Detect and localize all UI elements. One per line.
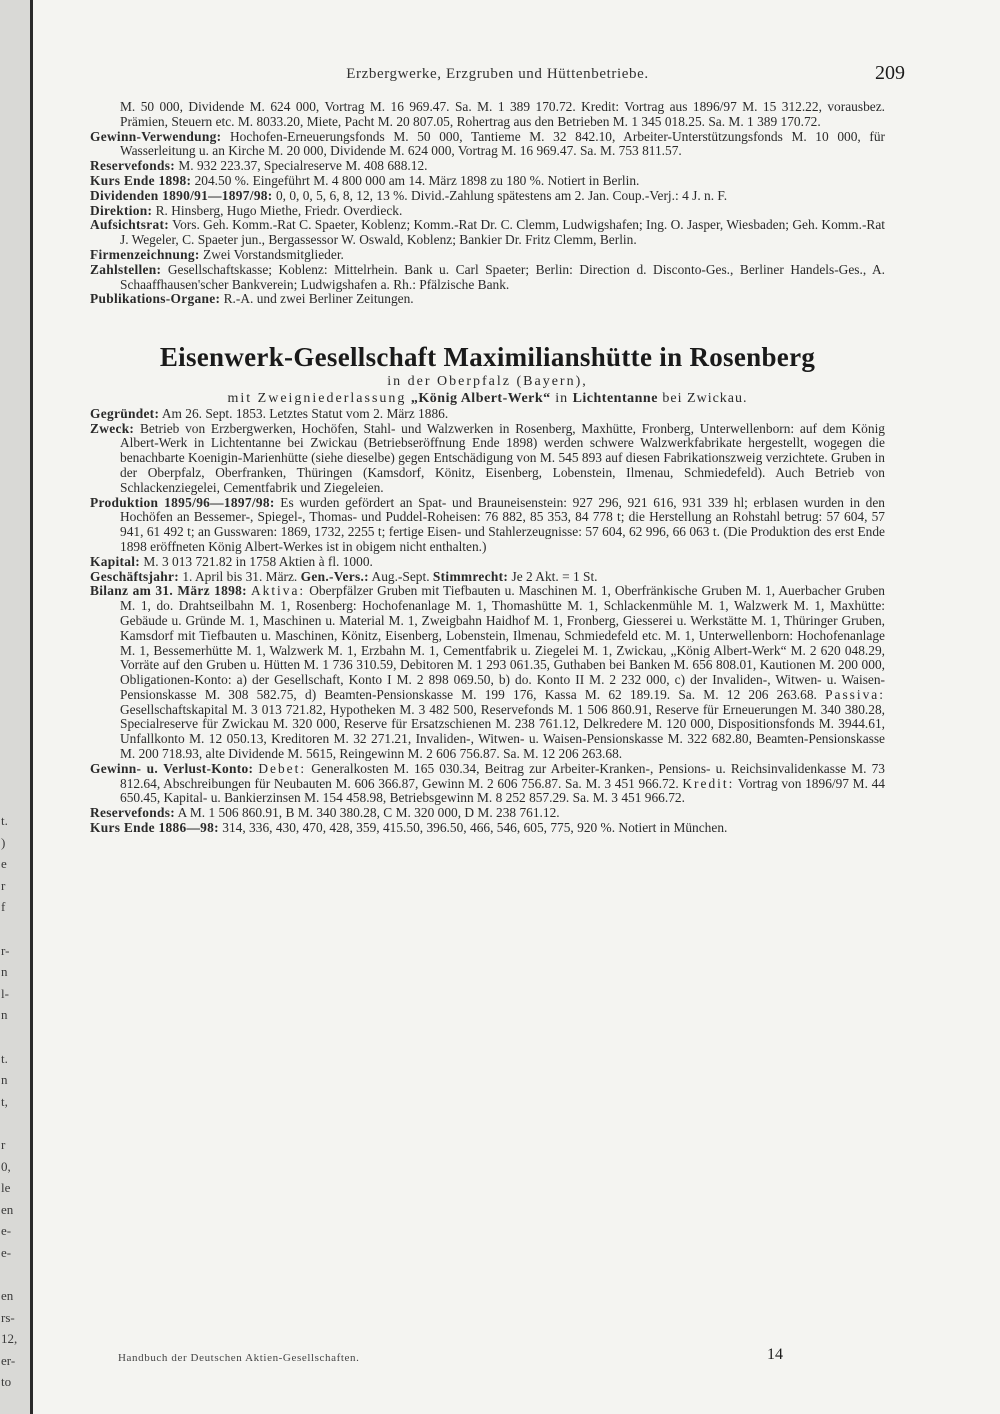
signature-mark: 14 [767, 1346, 783, 1363]
section-label: Bilanz am 31. März 1898: [90, 583, 247, 599]
company-subtitle: in der Oberpfalz (Bayern), [387, 374, 588, 390]
margin-fragment: to [1, 1374, 12, 1390]
prev-aufsichtsrat: Aufsichtsrat: Vors. Geh. Komm.-Rat C. Spaeter, Koblenz; Komm.-Rat Dr. C. Clemm, Ludwigshafen; Ing. O. Jasper, Wiesbaden; Geh. Komm.-Rat J. Wegeler, C. Spaeter jun., Bergassessor W. Oswald, Koblenz; Bankier Dr. Fritz Clemm, Berlin. [90, 217, 885, 248]
margin-fragment [1, 1112, 23, 1134]
produktion: Produktion 1895/96—1897/98: Es wurden gefördert an Spat- und Brauneisenstein: 927 296, 921 616, 931 339 hl; erblasen wurden in den Hochöfen an Bessemer-, Spiegel-, Thomas- und Puddel-Roheisen: 76 882, 85 353, 84 778 t; die Herstellung an Rohstahl betrug: 57 604, 57 941, 61 492 t; an Gusswaren: 1869, 1732, 2255 t; fertige Eisen- und Stahlerzeugnisse: 57 604, 62 996, 66 063 t. (Die Produktion des erst Ende 1898 eröffneten König Albert-Werkes ist in obigem nicht enthalten.) [90, 494, 885, 554]
margin-fragment [1, 918, 23, 940]
running-title: Erzbergwerke, Erzgruben und Hüttenbetriebe. [346, 66, 649, 82]
prev-balance-continuation: M. 50 000, Dividende M. 624 000, Vortrag M. 16 969.47. Sa. M. 1 389 170.72. Kredit: Vortrag aus 1896/97 M. 15 312.22, vorausbez. Prämien, Steuern etc. M. 8033.20, Miete, Pacht M. 20 807.05, Rohertrag aus den Betrieben M. 1 345 018.25. Sa. M. 1 389 170.72. [120, 99, 885, 129]
prev-firmenzeichnung: Firmenzeichnung: Zwei Vorstandsmitglieder. [90, 246, 344, 262]
prev-gewinn-verwendung: Gewinn-Verwendung: Hochofen-Erneuerungsfonds M. 50 000, Tantieme M. 32 842.10, Arbeiter-Unterstützungsfonds M. 10 000, für Wasserleitung u. an Kirche M. 20 000, Dividende M. 624 000, Vortrag M. 16 969.47. Sa. M. 753 811.57. [90, 128, 885, 159]
page-header [90, 62, 905, 86]
prev-zahlstellen: Zahlstellen: Gesellschaftskasse; Koblenz: Mittelrhein. Bank u. Carl Spaeter; Berlin: Direction d. Disconto-Ges., Berliner Handels-Ges., A. Schaaffhausen'scher Bankverein; Ludwigshafen a. Rh.: Pfälzische Bank. [90, 261, 885, 292]
margin-fragment: rs- [1, 1309, 15, 1325]
kurs-ende: Kurs Ende 1886—98: 314, 336, 430, 470, 428, 359, 415.50, 396.50, 466, 546, 605, 775, 920 %. Notiert in München. [90, 820, 728, 836]
section-label: Gewinn- u. Verlust-Konto: [90, 760, 254, 776]
section-label: Gegründet: [90, 405, 160, 421]
margin-fragment: ) [1, 834, 6, 850]
section-label: Aufsichtsrat: [90, 217, 170, 233]
section-label: Zahlstellen: [90, 261, 162, 277]
zweck: Zweck: Betrieb von Erzbergwerken, Hochöfen, Stahl- und Walzwerken in Rosenberg, Maxhütte, Fronberg, Unterwellenborn: auf dem König Albert-Werk in Lichtentanne bei Zwickau (Betriebseröffnung Ende 1898) werden schwere Walzwerkfabrikate hergestellt, wogegen die benachbarte Koenigin-Marienhütte (siehe dieselbe) gegen Entschädigung von M. 545 893 auf diesen Fabrikationszweig verzichtete. Gruben in der Oberpfalz, Oberfranken, Thüringen (Kamsdorf, Könitz, Eisenberg, Lobenstein, Ilmenau, Schmiedefeld). Auch Betrieb von Schlackenziegelei, Cementfabrik und Ziegeleien. [90, 420, 885, 495]
page-footer [118, 1346, 783, 1368]
debet-label: Debet: [258, 760, 307, 776]
prev-kurs: Kurs Ende 1898: 204.50 %. Eingeführt M. 4 800 000 am 14. März 1898 zu 180 %. Notiert in Berlin. [90, 172, 640, 188]
margin-fragment: r- [1, 942, 10, 958]
margin-fragment: en [1, 1201, 14, 1217]
book-title: Handbuch der Deutschen Aktien-Gesellschaften. [118, 1352, 360, 1364]
section-label: Geschäftsjahr: [90, 568, 179, 584]
section-label: Stimmrecht: [432, 568, 509, 584]
margin-fragment: t. [1, 813, 8, 828]
margin-fragment: r [1, 1136, 6, 1152]
margin-fragment [1, 1026, 23, 1048]
kredit-label: Kredit: [682, 775, 735, 791]
section-label: Gewinn-Verwendung: [90, 128, 222, 144]
margin-fragment: er- [1, 1352, 16, 1368]
section-label: Publikations-Organe: [90, 291, 221, 307]
margin-fragment: t. [1, 1050, 8, 1066]
section-label: Produktion 1895/96—1897/98: [90, 494, 275, 510]
margin-fragment [1, 1263, 23, 1285]
prev-dividenden: Dividenden 1890/91—1897/98: 0, 0, 0, 5, 6, 8, 12, 13 %. Divid.-Zahlung spätestens am 2. Jan. Coup.-Verj.: 4 J. n. F. [90, 187, 728, 203]
page-edge-rule [30, 0, 33, 1414]
margin-fragment: n [1, 964, 8, 980]
reservefonds: Reservefonds: A M. 1 506 860.91, B M. 340 380.28, C M. 320 000, D M. 238 761.12. [90, 805, 560, 821]
margin-fragment: e- [1, 1244, 12, 1260]
section-label: Direktion: [90, 202, 153, 218]
margin-fragment: n [1, 1007, 8, 1023]
kapital: Kapital: M. 3 013 721.82 in 1758 Aktien à fl. 1000. [90, 553, 373, 569]
prev-publikations-organe: Publikations-Organe: R.-A. und zwei Berliner Zeitungen. [90, 291, 414, 307]
gegruendet: Gegründet: Am 26. Sept. 1853. Letztes Statut vom 2. März 1886. [90, 405, 449, 421]
geschaeftsjahr: Geschäftsjahr: 1. April bis 31. März. Gen.-Vers.: Aug.-Sept. Stimmrecht: Je 2 Akt. = 1 St. [90, 568, 598, 584]
passiva-label: Passiva: [825, 686, 885, 702]
branch-name: „König Albert-Werk“ [410, 390, 551, 406]
branch-place: Lichtentanne [572, 390, 658, 406]
margin-fragment: t, [1, 1093, 8, 1109]
prev-direktion: Direktion: R. Hinsberg, Hugo Miethe, Friedr. Overdieck. [90, 202, 403, 218]
section-label: Reservefonds: [90, 805, 175, 821]
company-branch-line: mit Zweigniederlassung „König Albert-Werk“ in Lichtentanne bei Zwickau. [227, 390, 748, 406]
margin-fragment: r [1, 877, 6, 893]
margin-fragment: f [1, 899, 6, 915]
margin-fragment: le [1, 1180, 11, 1196]
margin-fragment: e [1, 856, 7, 872]
margin-fragments [1, 810, 23, 1393]
page-number: 209 [875, 62, 905, 84]
section-label: Gen.-Vers.: [300, 568, 369, 584]
section-label: Kurs Ende 1886—98: [90, 820, 219, 836]
company-title: Eisenwerk-Gesellschaft Maximilianshütte in Rosenberg [159, 342, 816, 373]
section-label: Dividenden 1890/91—1897/98: [90, 187, 273, 203]
section-label: Firmenzeichnung: [90, 246, 200, 262]
aktiva-label: Aktiva: [250, 583, 306, 599]
margin-fragment: n [1, 1072, 8, 1088]
margin-fragment: en [1, 1288, 14, 1304]
section-label: Zweck: [90, 420, 135, 436]
section-label: Kurs Ende 1898: [90, 172, 192, 188]
margin-fragment: l- [1, 985, 9, 1001]
bilanz: Bilanz am 31. März 1898: Aktiva: Oberpfälzer Gruben mit Tiefbauten u. Maschinen M. 1, Oberfränkische Gruben M. 1, Auerbacher Gruben M. 1, do. Drahtseilbahn M. 1, Rosenberg: Hochofenanlage M. 1, Thomashütte M. 1, Schlackenmühle M. 1, Walzwerk M. 1, Maxhütte: Gebäude u. Gründe M. 1, Maschinen u. Material M. 1, Zweigbahn Haidhof M. 1, Fronberg, Giesserei u. Werkstätte M. 1, Thüringer Gruben, Kamsdorf mit Tiefbauten u. Maschinen, Könitz, Eisenberg, Lobenstein, Ilmenau, Schmiedefeld etc. M. 1, Unterwellenborn: Hochofenanlage M. 1, Bessemerhütte M. 1, Walzwerk M. 1, Erzbahn M. 1, Cementfabrik u. Ziegelei M. 1, Zwickau, „König Albert-Werk“ M. 2 620 048.29, Vorräte auf den Gruben u. Hütten M. 1 736 310.59, Debitoren M. 1 293 061.35, Guthaben bei Banken M. 656 808.01, Kautionen M. 200 000, Obligationen-Konto: a) der Gesellschaft, Konto I M. 2 898 069.50, b) do. Konto II M. 2 232 000, c) der Invaliden-, Witwen- u. Waisen-Pensionskasse M. 308 582.75, d) Beamten-Pensionskasse M. 199 176, Kassa M. 62 189.19. Sa. M. 12 206 263.68. Passiva: Gesellschaftskapital M. 3 013 721.82, Hypotheken M. 3 482 500, Reservefonds M. 1 506 860.91, Reserve für Erneuerungen M. 340 380.28, Specialreserve für Zwickau M. 320 000, Reserve für Ersatzschienen M. 238 761.12, Delkredere M. 120 000, Dispositionsfonds M. 3944.61, Unfallkonto M. 12 050.13, Kreditoren M. 32 271.21, Invaliden-, Witwen- u. Waisen-Pensionskasse M. 322 682.80, Beamten-Pensionskasse M. 200 718.93, alte Dividende M. 5615, Reingewinn M. 2 606 756.87. Sa. M. 12 206 263.68. [90, 583, 886, 762]
margin-fragment: 0, [1, 1158, 11, 1174]
section-label: Kapital: [90, 553, 141, 569]
prev-reservefonds: Reservefonds: M. 932 223.37, Specialreserve M. 408 688.12. [90, 158, 428, 174]
margin-fragment: e- [1, 1223, 12, 1239]
section-label: Reservefonds: [90, 158, 175, 174]
gewinn-verlust-konto: Gewinn- u. Verlust-Konto: Debet: Generalkosten M. 165 030.34, Beitrag zur Arbeiter-Kranken-, Pensions- u. Reichsinvalidenkasse M. 73 812.64, Abschreibungen für Neubauten M. 606 366.87, Gewinn M. 2 606 756.87. Sa. M. 3 451 966.72. Kredit: Vortrag von 1896/97 M. 44 650.45, Kapital- u. Bankierzinsen M. 154 458.98, Betriebsgewinn M. 8 252 857.29. Sa. M. 3 451 966.72. [90, 760, 885, 806]
page-body [90, 100, 885, 836]
margin-fragment: 12, [1, 1331, 18, 1347]
